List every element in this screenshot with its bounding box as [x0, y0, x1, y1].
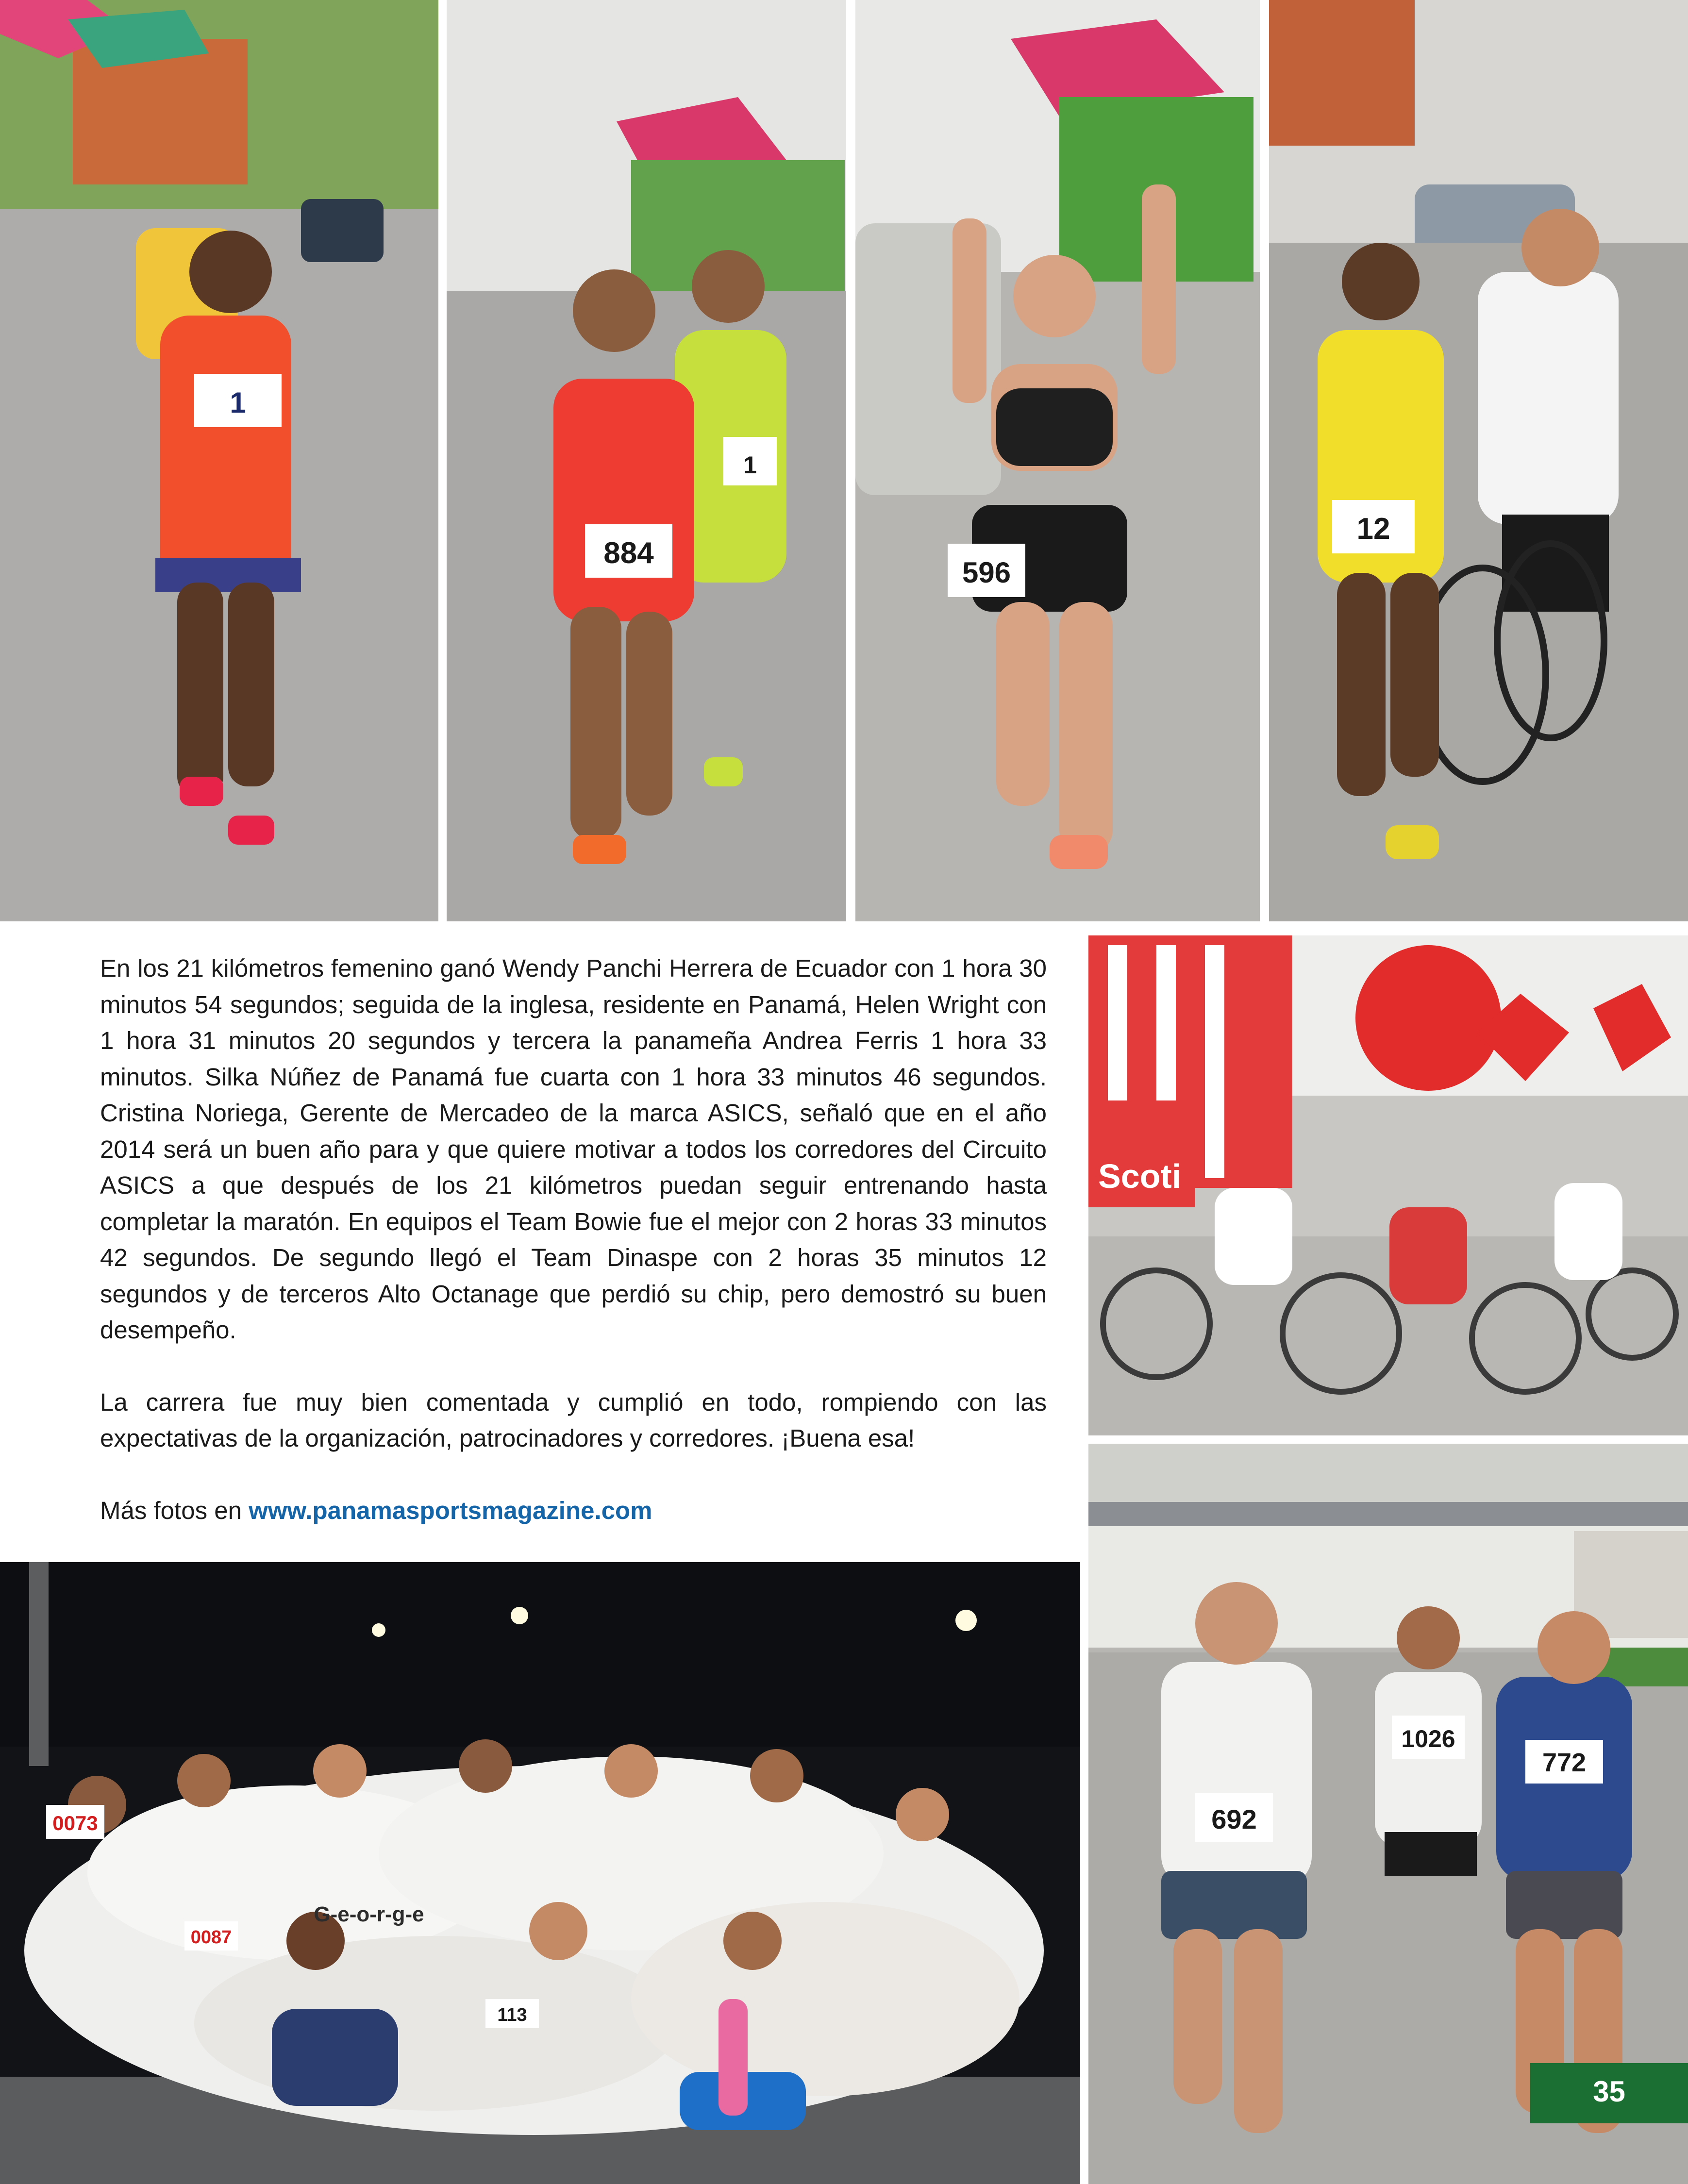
- bib-number-right: 772: [1542, 1748, 1587, 1777]
- photo-wheelchair-athletes: [1088, 935, 1688, 1435]
- photo-runner-with-cyclist: [1269, 0, 1688, 921]
- bib-number: 596: [962, 556, 1011, 589]
- article-body: [100, 950, 1047, 1529]
- bib-number-left: 692: [1211, 1804, 1257, 1834]
- article-paragraph-results: En los 21 kilómetros femenino ganó Wendy Panchi Herrera de Ecuador con 1 hora 30 minutos 54 segundos; seguida de la inglesa, residente en Panamá, Helen Wright con 1 hora 31 minutos 20 segundos y tercera la panameña Andrea Ferris 1 hora 33 minutos. Silka Núñez de Panamá fue cuarta con 1 hora 33 minutos 46 segundos. Cristina Noriega, Gerente de Mercadeo de la marca ASICS, señaló que en el año 2014 será un buen año para y que quiere motivar a todos los corredores del Circuito ASICS a que después de los 21 kilómetros puedan seguir entrenando hasta completar la maratón. En equipos el Team Bowie fue el mejor con 2 horas 33 minutos 42 segundos. De segundo llegó el Team Dinaspe con 2 horas 35 minutos 12 segundos y de terceros Alto Octanage que perdió su chip, pero demostró su buen desempeño.: [100, 954, 1047, 1344]
- photo-runners-duo: [447, 0, 846, 921]
- bib-number-low: 0087: [190, 1927, 232, 1948]
- photo-group-night: [0, 1562, 1080, 2184]
- bib-number-left: 0073: [52, 1812, 98, 1834]
- bib-number-center: 113: [497, 2005, 527, 2025]
- article-paragraph-closing: La carrera fue muy bien comentada y cumplió en todo, rompiendo con las expectativas de la organización, patrocinadores y corredores. ¡Buena esa!: [100, 1388, 1047, 1452]
- bib-number-back: 1: [743, 451, 757, 479]
- photo-woman-celebrating: [855, 0, 1260, 921]
- photo-runner-orange-singlet: [0, 0, 438, 921]
- bib-number: 1: [230, 386, 246, 419]
- page-number-tab: [1530, 2063, 1688, 2123]
- more-photos-line: [100, 1493, 1047, 1529]
- sponsor-sign: Scoti: [1098, 1157, 1182, 1195]
- bib-number-center: 1026: [1401, 1725, 1455, 1752]
- shirt-text: G-e-o-r-g-e: [314, 1902, 424, 1926]
- page-number: 35: [1593, 2075, 1625, 2108]
- website-link[interactable]: www.panamasportsmagazine.com: [249, 1496, 652, 1524]
- bib-number: 12: [1356, 512, 1390, 546]
- more-photos-prefix: Más fotos en: [100, 1496, 249, 1524]
- bib-number-front: 884: [603, 536, 654, 570]
